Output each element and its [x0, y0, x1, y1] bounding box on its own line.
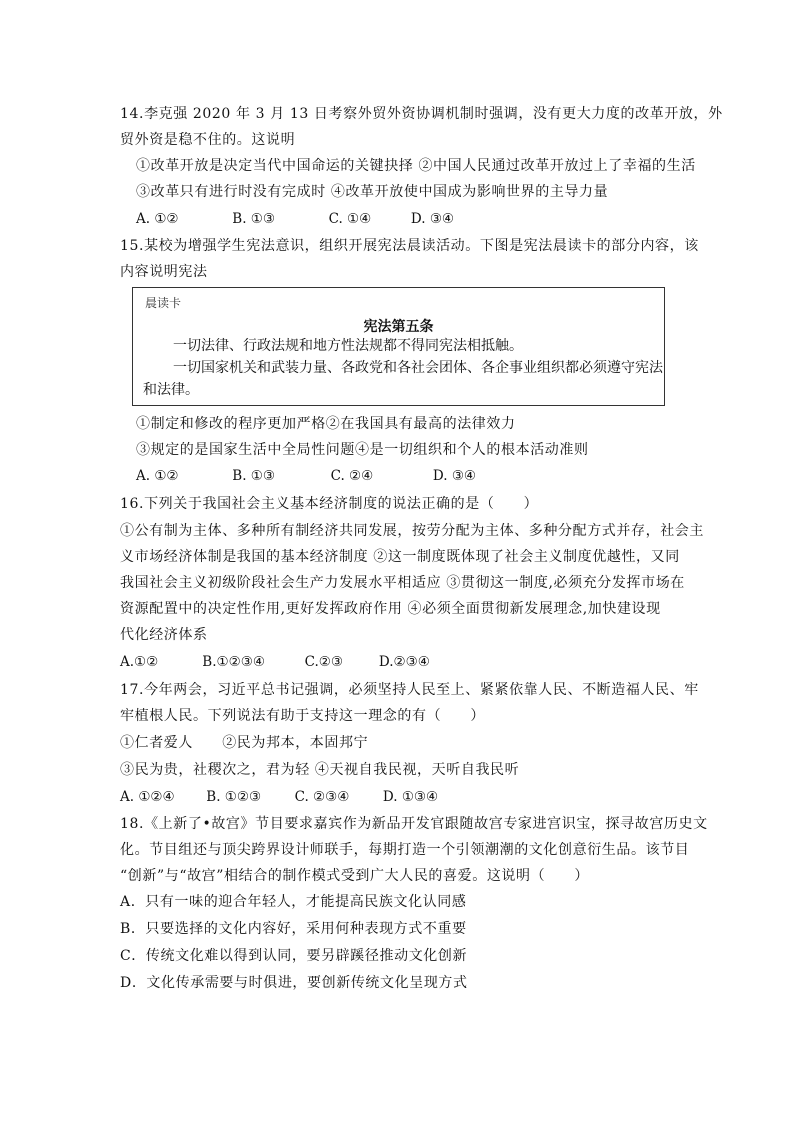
q14-option-c: C. ①④ [328, 211, 372, 227]
q16-text-3: 我国社会主义初级阶段社会生产力发展水平相适应 ③贯彻这一制度,必须充分发挥市场在 [120, 575, 685, 591]
q18-choice-c: C．传统文化难以得到认同，要另辟蹊径推动文化创新 [120, 948, 468, 964]
q16-text-1: ①公有制为主体、多种所有制经济共同发展，按劳分配为主体、多种分配方式并存，社会主 [120, 523, 704, 539]
constitution-reading-card [132, 287, 665, 406]
q17-option-a: A. ①②④ [120, 789, 175, 805]
q17-stem-line-1: 17.今年两会，习近平总书记强调，必须坚持人民至上、紧紧依靠人民、不断造福人民、牢 [120, 682, 699, 698]
q15-option-b: B. ①③ [232, 468, 276, 484]
q14-options [136, 209, 454, 229]
q15-statements-2: ③规定的是国家生活中全局性问题④是一切组织和个人的根本活动准则 [136, 442, 589, 458]
q16-stem: 16.下列关于我国社会主义基本经济制度的说法正确的是（ ） [120, 496, 539, 512]
q16-option-d: D.②③④ [378, 654, 430, 670]
card-title: 宪法第五条 [363, 319, 434, 335]
q18-stem-line-3: “创新”与“故宫”相结合的制作模式受到广大人民的喜爱。这说明（ ） [120, 868, 590, 884]
q14-stem-line-1: 14.李克强 2020 年 3 月 13 日考察外贸外资协调机制时强调，没有更大力度的改革开放，外 [120, 106, 723, 122]
q14-statements-1: ①改革开放是决定当代中国命运的关键抉择 ②中国人民通过改革开放过上了幸福的生活 [136, 158, 696, 174]
q15-option-a: A. ①② [136, 468, 179, 484]
q15-stem-line-2: 内容说明宪法 [120, 264, 208, 280]
q18-choice-d: D．文化传承需要与时俱进，要创新传统文化呈现方式 [120, 975, 468, 991]
q16-option-b: B.①②③④ [202, 654, 265, 670]
q16-text-5: 代化经济体系 [120, 627, 208, 643]
q16-option-c: C.②③ [304, 654, 343, 670]
q15-option-c: C. ②④ [330, 468, 374, 484]
q15-statements-1: ①制定和修改的程序更加严格②在我国具有最高的法律效力 [136, 416, 516, 432]
q17-stem-line-2: 牢植根人民。下列说法有助于支持这一理念的有（ ） [120, 708, 485, 724]
q15-stem-line-1: 15.某校为增强学生宪法意识，组织开展宪法晨读活动。下图是宪法晨读卡的部分内容，该 [120, 238, 699, 254]
q18-choice-b: B．只要选择的文化内容好，采用何种表现方式不重要 [120, 921, 467, 937]
q15-option-d: D. ③④ [432, 468, 477, 484]
card-text-1: 一切法律、行政法规和地方性法规都不得同宪法相抵触。 [173, 338, 523, 354]
q14-stem-line-2: 贸外资是稳不住的。这说明 [120, 132, 296, 148]
q14-statements-2: ③改革只有进行时没有完成时 ④改革开放使中国成为影响世界的主导力量 [136, 184, 609, 200]
q15-options [136, 466, 476, 486]
card-text-2: 一切国家机关和武装力量、各政党和各社会团体、各企事业组织都必须遵守宪法 [173, 360, 663, 376]
q17-option-b: B. ①②③ [206, 789, 262, 805]
q18-choice-a: A．只有一味的迎合年轻人，才能提高民族文化认同感 [120, 894, 467, 910]
q17-statements-1: ①仁者爱人 ②民为邦本，本固邦宁 [120, 735, 369, 751]
q16-text-2: 义市场经济体制是我国的基本经济制度 ②这一制度既体现了社会主义制度优越性，又同 [120, 549, 680, 565]
card-label: 晨读卡 [145, 296, 182, 310]
q16-text-4: 资源配置中的决定性作用,更好发挥政府作用 ④必须全面贯彻新发展理念,加快建设现 [120, 601, 661, 617]
card-text-3: 和法律。 [143, 382, 199, 398]
q17-option-c: C. ②③④ [294, 789, 350, 805]
q17-options [120, 787, 438, 807]
q16-option-a: A.①② [120, 654, 159, 670]
q16-options [120, 652, 430, 672]
q18-stem-line-2: 化。节目组还与顶尖跨界设计师联手，每期打造一个引领潮潮的文化创意衍生品。该节目 [120, 842, 690, 858]
q17-statements-2: ③民为贵，社稷次之，君为轻 ④天视自我民视，天听自我民听 [120, 762, 520, 778]
q14-option-d: D. ③④ [410, 211, 455, 227]
q18-stem-line-1: 18.《上新了•故宫》节目要求嘉宾作为新品开发官跟随故宫专家进宫识宝，探寻故宫历史文 [120, 816, 708, 832]
q14-option-a: A. ①② [136, 211, 179, 227]
q14-option-b: B. ①③ [232, 211, 276, 227]
q17-option-d: D. ①③④ [382, 789, 439, 805]
